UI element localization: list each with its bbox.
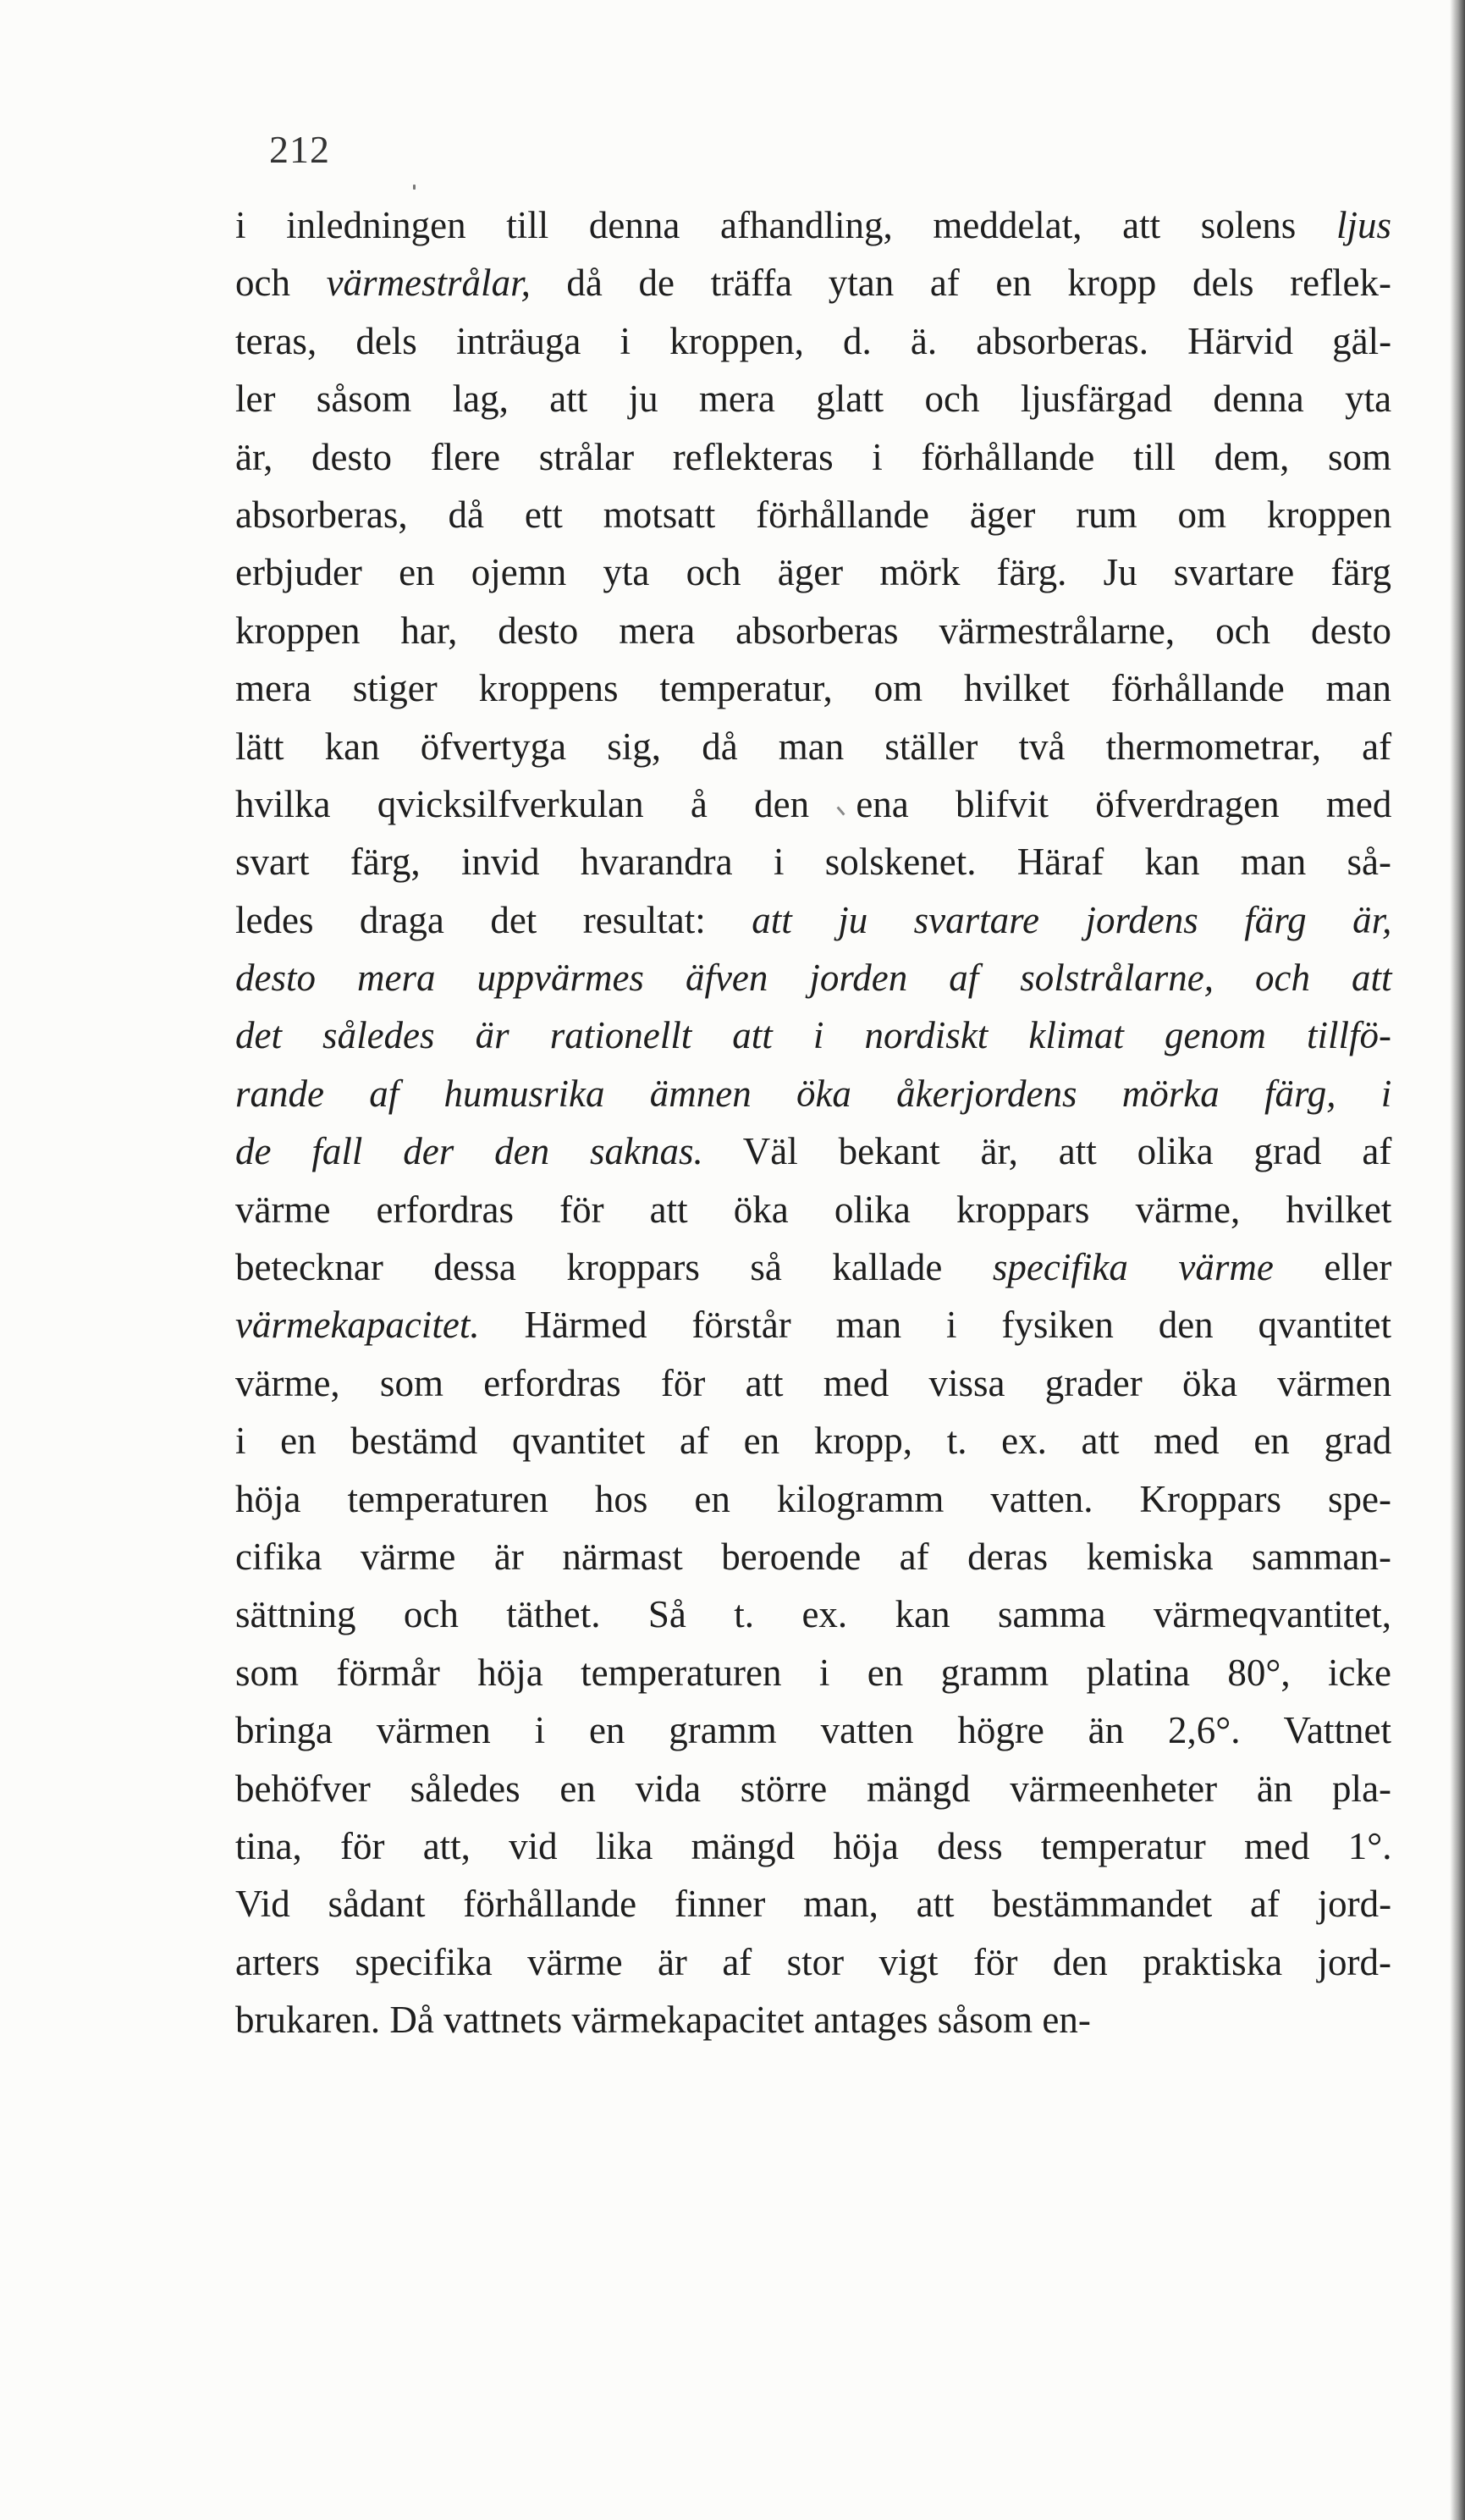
text-line <box>235 1122 1391 1180</box>
text-segment: och <box>235 262 327 305</box>
italic-text: specifika värme <box>992 1246 1274 1289</box>
text-line <box>235 602 1391 659</box>
text-segment: värme, som erfordras för att med vissa grader öka värmen <box>235 1361 1392 1404</box>
text-segment: brukaren. Då vattnets värmekapacitet antages såsom en- <box>235 1999 1091 2042</box>
print-speck <box>413 185 416 190</box>
text-segment: behöfver således en vida större mängd värmeenheter än pla- <box>235 1767 1392 1810</box>
italic-text: de fall der den saknas. <box>235 1130 703 1173</box>
text-line <box>235 1065 1391 1122</box>
body-text <box>235 196 1391 2049</box>
text-segment: Härmed förstår man i fysiken den qvantitet <box>479 1304 1391 1347</box>
text-line <box>235 1354 1391 1412</box>
text-line <box>235 1991 1391 2049</box>
page-number: 212 <box>269 128 330 171</box>
text-line <box>235 1006 1391 1064</box>
text-segment: bringa värmen i en gramm vatten högre än 2,6°. Vattnet <box>235 1709 1391 1752</box>
text-segment: värme erfordras för att öka olika kroppars värme, hvilket <box>235 1188 1392 1231</box>
text-line <box>235 1181 1391 1238</box>
text-line <box>235 1760 1391 1817</box>
italic-text: värmestrålar, <box>326 262 531 305</box>
text-segment: tina, för att, vid lika mängd höja dess temperatur med 1°. <box>235 1824 1392 1867</box>
text-segment: absorberas, då ett motsatt förhållande äger rum om kroppen <box>235 493 1392 536</box>
text-line <box>235 949 1391 1006</box>
text-line <box>235 1296 1391 1354</box>
text-line <box>235 1528 1391 1585</box>
text-line <box>235 428 1391 486</box>
italic-text: värmekapacitet. <box>235 1304 480 1347</box>
text-segment: i en bestämd qvantitet af en kropp, t. ex. att med en grad <box>235 1420 1392 1463</box>
text-segment: ledes draga det resultat: <box>235 898 752 941</box>
text-segment: kroppen har, desto mera absorberas värmestrålarne, och desto <box>235 609 1392 652</box>
text-line <box>235 718 1391 775</box>
text-line <box>235 1412 1391 1470</box>
text-line <box>235 1875 1391 1933</box>
text-segment: i inledningen till denna afhandling, meddelat, att solens <box>235 204 1336 246</box>
text-segment: teras, dels inträuga i kroppen, d. ä. absorberas. Härvid gäl- <box>235 319 1392 362</box>
text-line <box>235 1933 1391 1991</box>
italic-text: det således är rationellt att i nordiskt klimat genom tillfö- <box>235 1014 1391 1057</box>
text-segment: lätt kan öfvertyga sig, då man ställer två thermometrar, af <box>235 725 1392 768</box>
text-line <box>235 370 1391 427</box>
text-segment: betecknar dessa kroppars så kallade <box>235 1246 993 1289</box>
text-line <box>235 659 1391 717</box>
text-segment: Väl bekant är, att olika grad af <box>702 1130 1392 1173</box>
text-line <box>235 1585 1391 1643</box>
text-line <box>235 833 1391 891</box>
text-line <box>235 543 1391 601</box>
text-segment: mera stiger kroppens temperatur, om hvilket förhållande man <box>235 667 1391 710</box>
text-line <box>235 775 1391 833</box>
text-line <box>235 1470 1391 1528</box>
text-line <box>235 891 1391 949</box>
text-line <box>235 1644 1391 1701</box>
text-segment: då de träffa ytan af en kropp dels reflek- <box>530 262 1391 305</box>
italic-text: att ju svartare jordens färg är, <box>752 898 1392 941</box>
text-segment: arters specifika värme är af stor vigt för den praktiska jord- <box>235 1940 1391 1983</box>
text-segment: eller <box>1273 1246 1392 1289</box>
text-line <box>235 312 1391 370</box>
text-segment: sättning och täthet. Så t. ex. kan samma värmeqvantitet, <box>235 1593 1391 1636</box>
italic-text: desto mera uppvärmes äfven jorden af solstrålarne, och att <box>235 957 1392 1000</box>
text-segment: erbjuder en ojemn yta och äger mörk färg. Ju svartare färg <box>235 551 1391 594</box>
text-segment: ler såsom lag, att ju mera glatt och ljusfärgad denna yta <box>235 378 1392 421</box>
italic-text: ljus <box>1336 204 1391 246</box>
text-line <box>235 196 1391 254</box>
text-segment: svart färg, invid hvarandra i solskenet. Häraf kan man så- <box>235 841 1391 884</box>
text-segment: som förmår höja temperaturen i en gramm platina 80°, icke <box>235 1651 1391 1694</box>
italic-text: rande af humusrika ämnen öka åkerjordens mörka färg, i <box>235 1072 1392 1115</box>
text-line <box>235 1817 1391 1875</box>
text-line <box>235 1238 1391 1296</box>
text-line <box>235 486 1391 543</box>
text-segment: Vid sådant förhållande finner man, att bestämmandet af jord- <box>235 1883 1392 1926</box>
text-line <box>235 1701 1391 1759</box>
text-segment: cifika värme är närmast beroende af deras kemiska samman- <box>235 1535 1391 1578</box>
text-line <box>235 254 1391 312</box>
page-edge-shadow <box>1450 0 1465 2520</box>
text-segment: hvilka qvicksilfverkulan å den ena blifvit öfverdragen med <box>235 782 1392 825</box>
text-segment: höja temperaturen hos en kilogramm vatten. Kroppars spe- <box>235 1477 1391 1520</box>
text-segment: är, desto flere strålar reflekteras i förhållande till dem, som <box>235 435 1391 478</box>
